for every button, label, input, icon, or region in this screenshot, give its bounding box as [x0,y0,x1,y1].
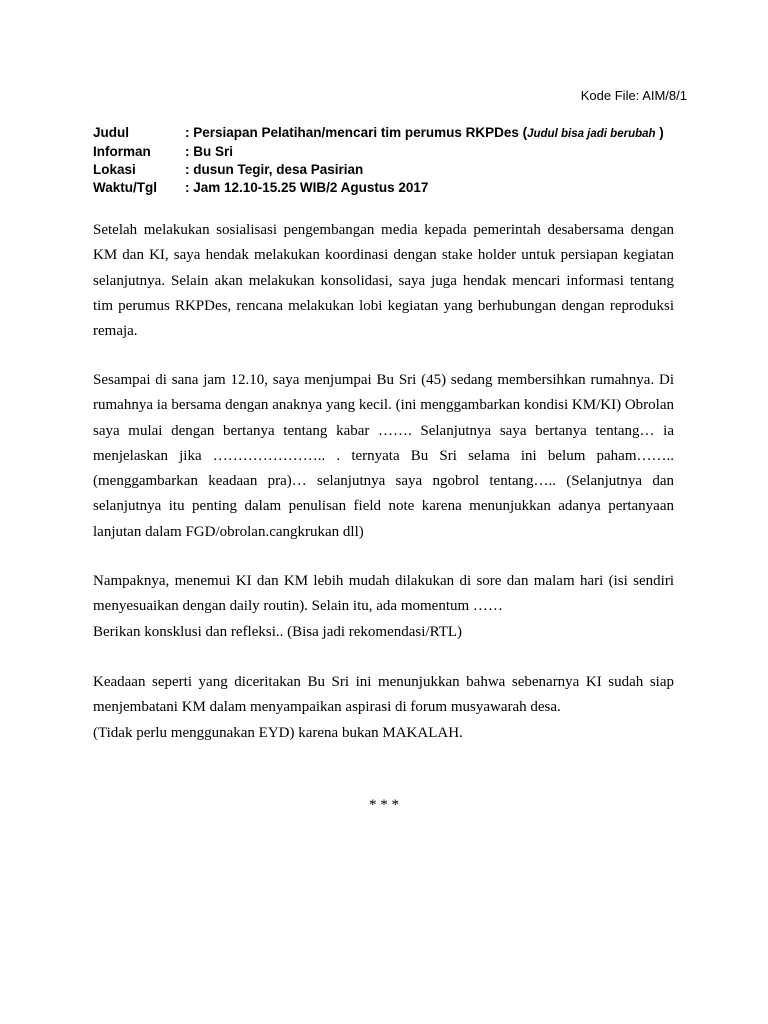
meta-value-text: : Persiapan Pelatihan/mencari tim perumus RKPDes ( [185,125,528,140]
meta-value: : dusun Tegir, desa Pasirian [185,162,364,177]
meta-key: Judul [93,125,129,140]
meta-row-judul [93,124,664,143]
meta-value: : Jam 12.10-15.25 WIB/2 Agustus 2017 [185,180,429,195]
meta-row-waktu [93,179,664,197]
meta-key: Informan [93,144,151,159]
paragraph-text: Berikan konsklusi dan refleksi.. (Bisa jadi rekomendasi/RTL) [93,623,463,640]
paragraph-4 [93,670,674,746]
paragraph-text: Sesampai di sana jam 12.10, saya menjumpai Bu Sri (45) sedang membersihkan rumahnya. Di rumahnya ia bersama dengan anaknya yang kecil. (ini menggambarkan kondisi KM/KI) Obrolan saya mulai dengan bertanya tentang kabar ……. Selanjutnya saya bertanya tentang… ia menjelaskan jika ………………….. . ternyata Bu Sri selama ini belum paham…….. (menggambarkan keadaan pra)… selanjutnya saya ngobrol tentang….. (Selanjutnya dan selanjutnya itu penting dalam penulisan field note karena menunjukkan adanya pertanyaan lanjutan dalam FGD/obrolan.cangkrukan dll) [93,372,674,540]
kode-file-label: Kode File: AIM/8/1 [580,88,687,103]
meta-value: : Bu Sri [185,144,234,159]
paragraph-text: (Tidak perlu menggunakan EYD) karena bukan MAKALAH. [93,724,463,741]
paragraph-1 [93,218,674,344]
paragraph-3 [93,569,674,645]
meta-suffix: ) [655,125,664,140]
metadata-block [93,124,664,197]
meta-note: Judul bisa jadi berubah [527,128,656,140]
paragraph-2 [93,368,674,545]
meta-row-lokasi [93,161,664,179]
paragraph-text: Keadaan seperti yang diceritakan Bu Sri ini menunjukkan bahwa sebenarnya KI sudah siap menjembatani KM dalam menyampaikan aspirasi di forum musyawarah desa. [93,674,674,716]
meta-key: Lokasi [93,162,136,177]
section-separator: * * * [369,797,399,813]
meta-key: Waktu/Tgl [93,180,157,195]
meta-value [185,124,664,143]
paragraph-text: Setelah melakukan sosialisasi pengembangan media kepada pemerintah desabersama dengan KM dan KI, saya hendak melakukan koordinasi dengan stake holder untuk persiapan kegiatan selanjutnya. Selain akan melakukan konsolidasi, saya juga hendak mencari informasi tentang tim perumus RKPDes, rencana melakukan lobi kegiatan yang berhubungan dengan reproduksi remaja. [93,222,674,340]
meta-row-informan [93,143,664,161]
paragraph-text: Nampaknya, menemui KI dan KM lebih mudah dilakukan di sore dan malam hari (isi sendiri menyesuaikan dengan daily routin). Selain itu, ada momentum …… [93,573,674,615]
